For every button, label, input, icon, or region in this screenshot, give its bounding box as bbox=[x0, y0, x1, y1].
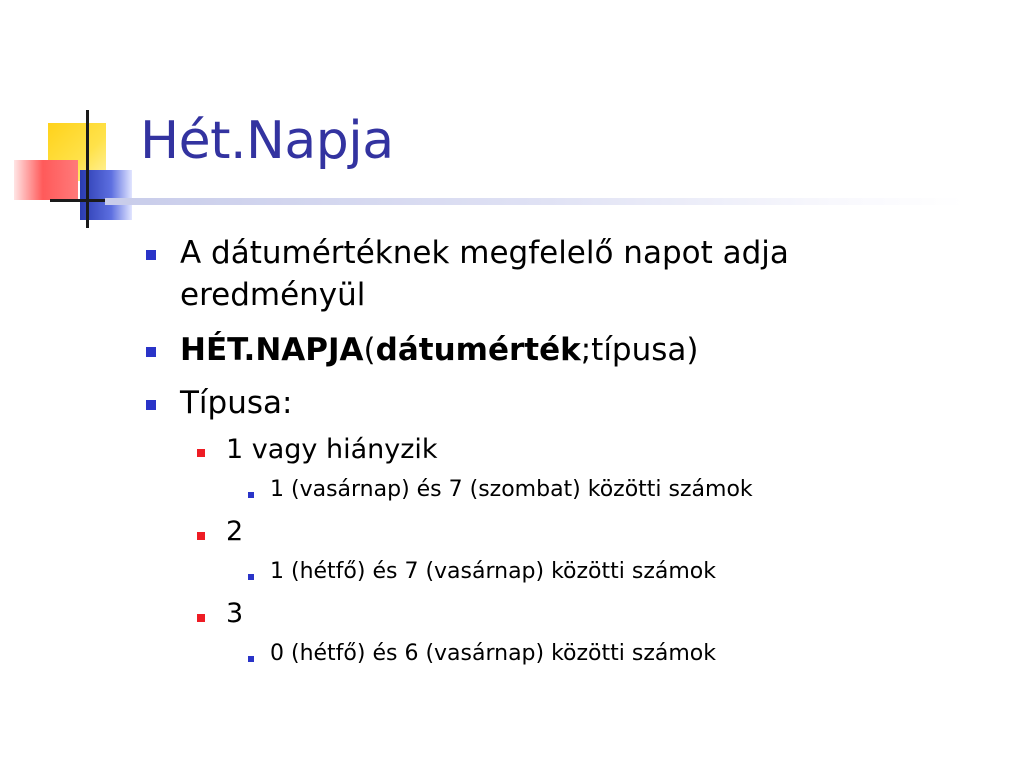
vertical-line bbox=[86, 110, 89, 228]
bullet-square-icon bbox=[197, 449, 205, 457]
bullet-square-icon bbox=[248, 574, 254, 580]
bullet-text-continued: eredményül bbox=[180, 277, 366, 313]
rest-of-syntax: ;típusa) bbox=[580, 332, 699, 368]
bullet-square-icon bbox=[248, 492, 254, 498]
syntax-line bbox=[180, 331, 699, 369]
bullet-square-icon bbox=[146, 250, 156, 260]
type-label: 3 bbox=[226, 598, 244, 629]
bullet-square-icon bbox=[248, 656, 254, 662]
bullet-square-icon bbox=[146, 400, 156, 410]
bullet-square-icon bbox=[197, 532, 205, 540]
title-underline bbox=[105, 198, 965, 205]
slide-title: Hét.Napja bbox=[140, 111, 394, 171]
type-label: 2 bbox=[226, 516, 244, 547]
type-label: 1 vagy hiányzik bbox=[226, 434, 438, 465]
open-paren: ( bbox=[363, 332, 376, 368]
red-square bbox=[14, 160, 78, 200]
type-description: 1 (vasárnap) és 7 (szombat) közötti számok bbox=[270, 477, 753, 502]
type-description: 1 (hétfő) és 7 (vasárnap) közötti számok bbox=[270, 559, 716, 584]
bullet-square-icon bbox=[197, 614, 205, 622]
bullet-text: A dátumértéknek megfelelő napot adja bbox=[180, 235, 789, 271]
argument-name: dátumérték bbox=[375, 332, 581, 368]
function-name: HÉT.NAPJA bbox=[180, 332, 364, 368]
bullet-text: Típusa: bbox=[180, 385, 293, 421]
type-description: 0 (hétfő) és 6 (vasárnap) közötti számok bbox=[270, 641, 716, 666]
bullet-square-icon bbox=[146, 347, 156, 357]
